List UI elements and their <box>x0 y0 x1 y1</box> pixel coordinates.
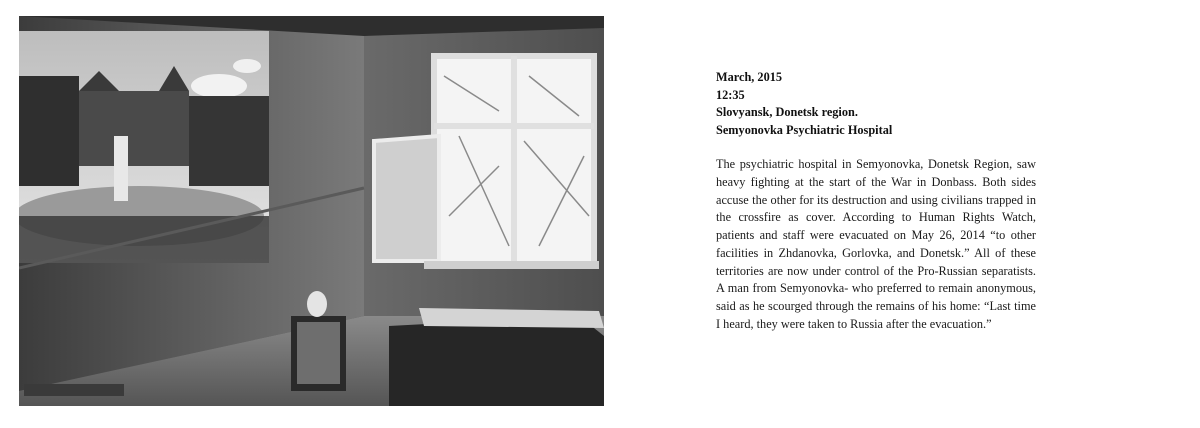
caption-meta <box>716 69 1036 139</box>
caption-body: The psychiatric hospital in Semyonovka, Donetsk Region, saw heavy fighting at the start of the War in Donbass. Both sides accuse the other for its destruction and using civilians trapped in the crossfire as cover. According to Human Rights Watch, patients and staff were evacuated on May 26, 2014 “to other facilities in Zhdanovka, Gorlovka, and Donetsk.” All of these territories are now under control of the Pro-Russian separatists. A man from Semyonovka- who preferred to remain anonymous, said as he scourged through the remains of his home: “Last time I heard, they were taken to Russia after the evacuation.” <box>716 157 1036 331</box>
caption-location: Slovyansk, Donetsk region. <box>716 105 858 120</box>
photo-caption <box>716 69 1036 333</box>
caption-date: March, 2015 <box>716 70 783 84</box>
floor-tray <box>24 384 124 396</box>
caption-place: Semyonovka Psychiatric Hospital <box>716 122 893 137</box>
mural-painting <box>19 31 269 263</box>
hospital-room-photo <box>19 16 604 406</box>
caption-time: 12:35 <box>716 87 745 102</box>
